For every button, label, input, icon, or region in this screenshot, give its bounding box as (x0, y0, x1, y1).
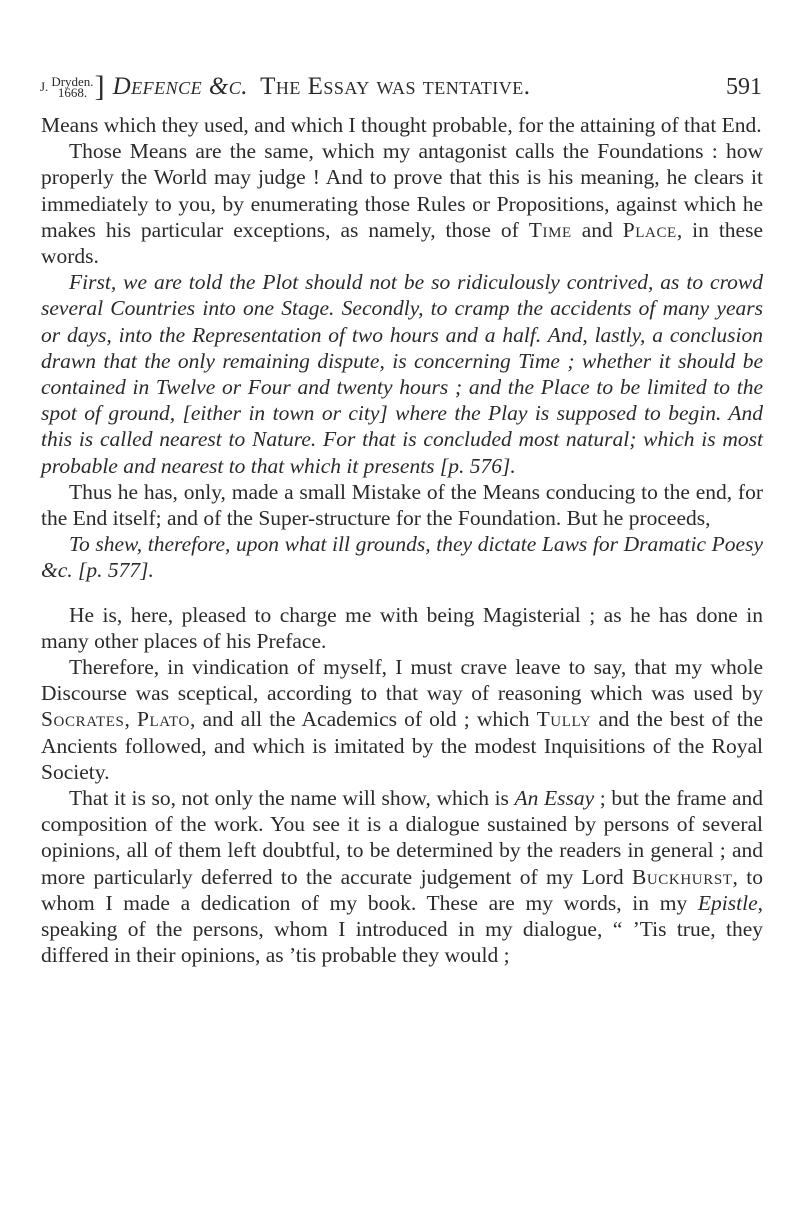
paragraph-8-c: , to whom I made a dedication of my book. These are my words, in my (41, 864, 763, 915)
header-title-essay: The Essay was tentative. (260, 73, 531, 100)
running-header (40, 70, 762, 104)
paragraph-2 (41, 138, 763, 269)
paragraph-1: Means which they used, and which I thought probable, for the attaining of that End. (41, 113, 762, 137)
paragraph-6: He is, here, pleased to charge me with being Magisterial ; as he has done in many other places of his Preface. (41, 602, 763, 653)
page-body (41, 112, 763, 969)
name-tully: Tully (536, 707, 592, 732)
paragraph-4: Thus he has, only, made a small Mistake of the Means conducing to the end, for the End itself; and of the Super-structure for the Foundation. But he proceeds, (41, 479, 763, 531)
paragraph-7-a: Therefore, in vindication of myself, I must crave leave to say, that my whole Discourse was sceptical, according to that way of reasoning which was used by (41, 655, 763, 706)
year: 1668. (57, 85, 88, 100)
word-time: Time (528, 217, 572, 242)
paragraph-7-b: , (124, 707, 137, 732)
paragraph-8-a: That it is so, not only the name will show, which is (69, 786, 515, 811)
quoted-rules: First, we are told the Plot should not be so ridiculously contrived, as to crowd several Countries into one Stage. Secondly, to cramp the accidents of many years or days, into the Representation of two hours and a half. And, lastly, a conclusion drawn that the only remaining dispute, is concerning Time ; whether it should be contained in Twelve or Four and twenty hours ; and the Place to be limited to the spot of ground, [either in town or city] where the Play is supposed to begin. And this is called nearest to Nature. For that is concluded most natural; which is most probable and nearest to that which it presents [p. 576]. (41, 270, 763, 478)
name-plato: Plato (136, 707, 190, 732)
paragraph-8-d: , speaking of the persons, whom I introduced in my dialogue, “ ’Tis true, they differed in their opinions, as ’tis probable they would ; (41, 890, 763, 968)
header-bracket: ] (94, 70, 105, 103)
paragraph-8 (41, 785, 763, 968)
paragraph-8-b: ; but the frame and composition of the work. You see it is a dialogue sustained by persons of several opinions, all of them left doubtful, to be determined by the readers in general ; and more particularly deferred to the accurate judgement of my Lord (41, 786, 764, 889)
author-initial: J. (40, 79, 49, 94)
paragraph-7-d: and the best of the Ancients followed, and which is imitated by the modest Inquisitions of the Royal Society. (41, 707, 763, 784)
paragraph-7 (41, 654, 763, 785)
author-name: Dryden. (51, 74, 94, 89)
author-year-stack (51, 76, 93, 98)
paragraph-2-end: , in these words. (41, 217, 763, 269)
word-and: and (571, 217, 623, 242)
quoted-laws: To shew, therefore, upon what ill grounds, they dictate Laws for Dramatic Poesy &c. [p. 577]. (41, 532, 763, 583)
page-number: 591 (726, 73, 762, 100)
author-reference (40, 70, 105, 103)
name-socrates: Socrates (41, 707, 125, 732)
title-an-essay: An Essay (514, 786, 595, 811)
section-gap (41, 584, 763, 602)
name-buckhurst: Buckhurst (631, 864, 733, 889)
header-title-defence: Defence &c. (112, 73, 249, 100)
paragraph-2-text: Those Means are the same, which my antagonist calls the Foundations : how properly the World may judge ! And to prove that this is his meaning, he clears it immediately to you, by enumerating those Rules or Propositions, against which he makes his particular exceptions, as namely, those of (41, 139, 763, 242)
paragraph-7-c: , and all the Academics of old ; which (189, 707, 537, 732)
title-epistle: Epistle (697, 890, 758, 915)
word-place: Place (622, 217, 677, 242)
